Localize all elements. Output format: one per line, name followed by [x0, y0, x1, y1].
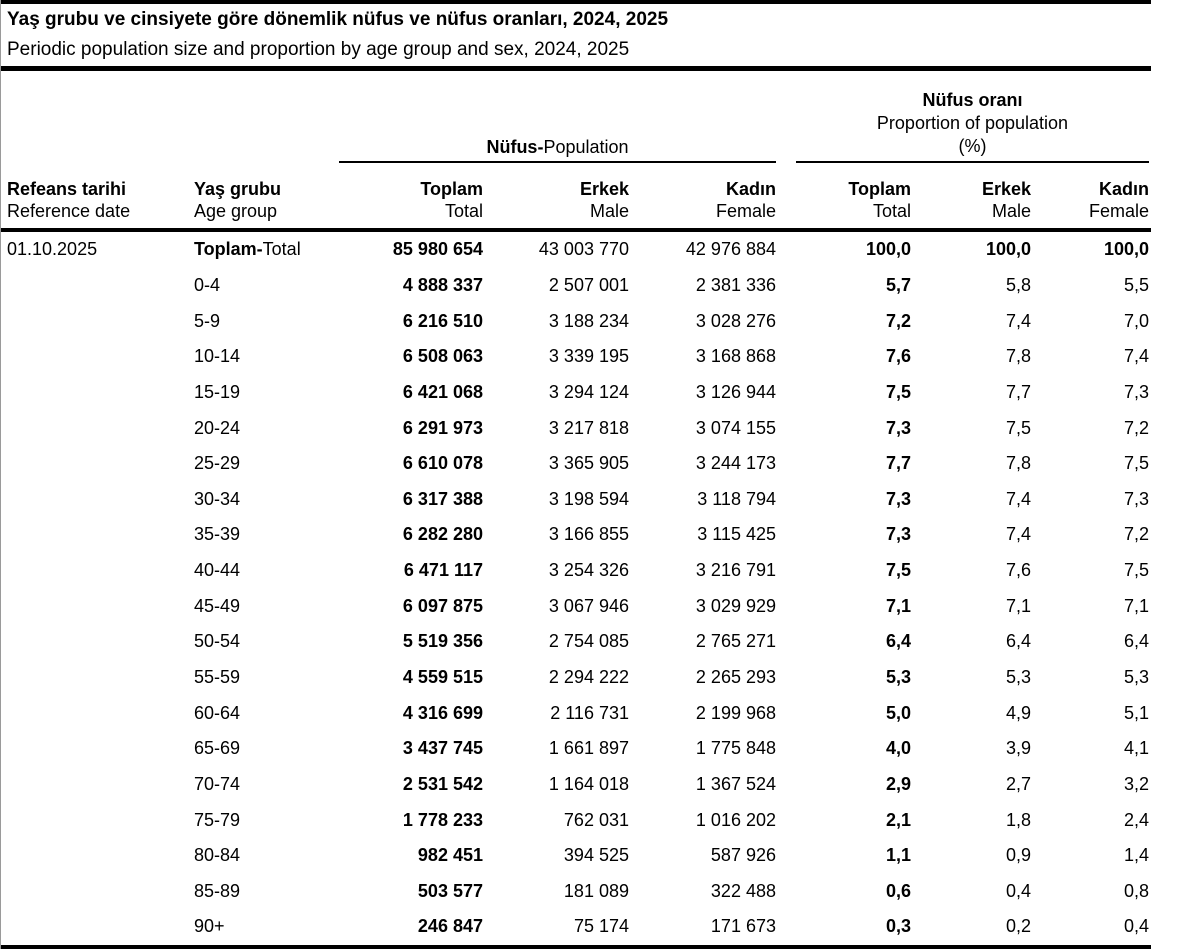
age-group-label: 85-89 — [194, 880, 241, 901]
proportion-total-cell: 7,6 — [885, 346, 911, 367]
proportion-female-cell: 7,5 — [1123, 560, 1149, 581]
population-male-cell: 3 339 195 — [548, 346, 629, 367]
proportion-total-cell: 0,3 — [885, 916, 911, 937]
proportion-total-cell: 6,4 — [885, 631, 911, 652]
bottom-rule — [1, 945, 1151, 949]
proportion-female-cell: 0,8 — [1123, 880, 1149, 901]
proportion-total-cell: 7,3 — [885, 488, 911, 509]
column-header-proportion-female: Kadın Female — [1088, 179, 1149, 221]
proportion-female-cell: 7,5 — [1123, 453, 1149, 474]
age-group-label: 55-59 — [194, 667, 241, 687]
population-male-cell: 1 661 897 — [548, 738, 629, 759]
table-body — [1, 232, 1151, 945]
population-female-cell: 3 029 929 — [695, 595, 776, 616]
population-total-cell: 6 282 280 — [402, 524, 483, 545]
age-group-label: 60-64 — [194, 702, 241, 723]
proportion-female-cell: 7,1 — [1123, 595, 1149, 616]
population-female-cell: 3 118 794 — [697, 488, 776, 509]
population-total-cell: 6 097 875 — [402, 595, 483, 616]
proportion-female-cell: 7,0 — [1123, 310, 1149, 331]
proportion-total-cell: 7,3 — [885, 524, 911, 545]
population-male-cell: 3 294 124 — [548, 381, 629, 402]
population-female-cell: 3 126 944 — [695, 381, 776, 402]
age-group-label: 35-39 — [194, 524, 241, 545]
age-group-label: 15-19 — [194, 381, 241, 402]
population-male-cell: 2 116 731 — [550, 702, 629, 723]
proportion-group-unit: (%) — [958, 136, 987, 156]
population-male-cell: 75 174 — [573, 916, 629, 937]
population-female-cell: 3 074 155 — [695, 417, 776, 438]
age-group-label-bold: Toplam- — [194, 239, 263, 260]
age-group-label: 50-54 — [194, 631, 241, 652]
age-group-label: 0-4 — [194, 274, 221, 295]
population-total-cell: 3 437 745 — [402, 738, 483, 759]
proportion-male-cell: 0,4 — [1005, 880, 1031, 901]
proportion-male-cell: 7,8 — [1005, 346, 1031, 367]
table-row — [1, 446, 1149, 482]
column-header-proportion-male: Erkek Male — [981, 179, 1031, 221]
population-total-cell: 2 531 542 — [402, 773, 483, 794]
table-row — [1, 588, 1149, 624]
population-male-cell: 3 166 855 — [548, 524, 629, 545]
population-male-cell: 43 003 770 — [538, 239, 629, 260]
population-male-cell: 3 254 326 — [548, 560, 629, 581]
column-header-proportion-total: Toplam Total — [848, 179, 911, 221]
population-female-cell: 587 926 — [710, 845, 776, 866]
proportion-male-cell: 4,9 — [1005, 702, 1031, 723]
population-male-cell: 3 188 234 — [548, 310, 629, 331]
age-group-cell — [194, 489, 339, 510]
page-subtitle: Periodic population size and proportion by age group and sex, 2024, 2025 — [7, 39, 630, 60]
table-row — [1, 731, 1149, 767]
proportion-male-cell: 7,4 — [1005, 524, 1031, 545]
age-group-label: 5-9 — [194, 310, 221, 331]
population-female-cell: 1 016 202 — [695, 809, 776, 830]
proportion-male-cell: 6,4 — [1005, 631, 1031, 652]
age-group-cell — [194, 631, 339, 652]
proportion-female-cell: 2,4 — [1123, 809, 1149, 830]
proportion-total-cell: 1,1 — [885, 845, 911, 866]
population-male-cell: 2 507 001 — [548, 274, 629, 295]
age-group-label: 75-79 — [194, 809, 241, 830]
population-female-cell: 3 115 425 — [697, 524, 776, 545]
table-row — [1, 517, 1149, 553]
age-group-label: 10-14 — [194, 346, 241, 367]
age-group-cell — [194, 916, 339, 937]
column-header-row — [1, 163, 1149, 228]
table-row — [1, 909, 1149, 945]
proportion-total-cell: 5,7 — [885, 274, 911, 295]
age-group-label: 40-44 — [194, 560, 241, 581]
age-group-cell — [194, 275, 339, 296]
age-group-cell — [194, 881, 339, 902]
population-total-cell: 6 317 388 — [402, 488, 483, 509]
population-group-label-en: Population — [543, 137, 629, 157]
title-block — [1, 4, 1151, 66]
proportion-male-cell: 1,8 — [1005, 809, 1031, 830]
proportion-total-cell: 0,6 — [885, 880, 911, 901]
population-male-cell: 3 067 946 — [548, 595, 629, 616]
population-total-cell: 4 888 337 — [402, 274, 483, 295]
table-row — [1, 695, 1149, 731]
age-group-label: 20-24 — [194, 417, 241, 438]
column-header-reference-date: Refeans tarihi Reference date — [7, 179, 131, 221]
age-group-cell — [194, 382, 339, 403]
table-row — [1, 303, 1149, 339]
table-row — [1, 660, 1149, 696]
proportion-female-cell: 7,3 — [1123, 488, 1149, 509]
population-male-cell: 3 198 594 — [548, 488, 629, 509]
proportion-total-cell: 5,0 — [885, 702, 911, 723]
population-group-header — [339, 137, 776, 163]
proportion-male-cell: 3,9 — [1005, 738, 1031, 759]
population-total-cell: 4 559 515 — [402, 667, 483, 687]
column-header-population-male: Erkek Male — [579, 179, 629, 221]
table-row — [1, 481, 1149, 517]
table-row — [1, 838, 1149, 874]
proportion-male-cell: 7,4 — [1005, 310, 1031, 331]
proportion-total-cell: 100,0 — [865, 239, 911, 260]
proportion-female-cell: 7,2 — [1123, 524, 1149, 545]
age-group-cell — [194, 810, 339, 831]
age-group-cell — [194, 418, 339, 439]
age-group-cell — [194, 524, 339, 545]
proportion-male-cell: 7,1 — [1005, 595, 1031, 616]
population-total-cell: 6 421 068 — [402, 381, 483, 402]
population-total-cell: 246 847 — [417, 916, 483, 937]
age-group-label: 45-49 — [194, 595, 241, 616]
population-total-cell: 982 451 — [417, 845, 483, 866]
column-header-age-group: Yaş grubu Age group — [194, 179, 282, 221]
population-female-cell: 171 673 — [710, 916, 776, 937]
proportion-male-cell: 7,4 — [1005, 488, 1031, 509]
proportion-male-cell: 7,6 — [1005, 560, 1031, 581]
proportion-total-cell: 7,5 — [885, 560, 911, 581]
age-group-cell — [194, 845, 339, 866]
proportion-female-cell: 3,2 — [1123, 773, 1149, 794]
age-group-label: 80-84 — [194, 845, 241, 866]
age-group-cell — [194, 239, 339, 260]
population-female-cell: 2 381 336 — [695, 274, 776, 295]
proportion-female-cell: 5,1 — [1123, 702, 1149, 723]
proportion-female-cell: 7,2 — [1123, 417, 1149, 438]
age-group-label: 65-69 — [194, 738, 241, 759]
population-female-cell: 3 168 868 — [695, 346, 776, 367]
proportion-female-cell: 1,4 — [1123, 845, 1149, 866]
population-male-cell: 3 365 905 — [548, 453, 629, 474]
proportion-total-cell: 7,5 — [885, 381, 911, 402]
population-male-cell: 762 031 — [563, 809, 629, 830]
population-total-cell: 6 291 973 — [402, 417, 483, 438]
group-header-row — [1, 71, 1149, 163]
proportion-female-cell: 7,3 — [1123, 381, 1149, 402]
population-female-cell: 1 367 524 — [695, 773, 776, 794]
proportion-female-cell: 4,1 — [1123, 738, 1149, 759]
proportion-female-cell: 6,4 — [1123, 631, 1149, 652]
reference-date-cell: 01.10.2025 — [7, 239, 98, 260]
proportion-male-cell: 5,8 — [1005, 274, 1031, 295]
age-group-cell — [194, 346, 339, 367]
population-total-cell: 85 980 654 — [392, 239, 483, 260]
proportion-total-cell: 5,3 — [885, 667, 911, 687]
age-group-label: 90+ — [194, 916, 225, 937]
proportion-total-cell: 2,9 — [885, 773, 911, 794]
age-group-cell — [194, 667, 339, 688]
proportion-male-cell: 7,5 — [1005, 417, 1031, 438]
proportion-male-cell: 2,7 — [1005, 773, 1031, 794]
page-title: Yaş grubu ve cinsiyete göre dönemlik nüfus ve nüfus oranları, 2024, 2025 — [7, 9, 669, 30]
proportion-group-header — [796, 89, 1149, 163]
age-group-cell — [194, 311, 339, 332]
age-group-label: 25-29 — [194, 453, 241, 474]
population-male-cell: 2 754 085 — [548, 631, 629, 652]
proportion-total-cell: 7,7 — [885, 453, 911, 474]
proportion-female-cell: 100,0 — [1103, 239, 1149, 260]
population-total-cell: 1 778 233 — [402, 809, 483, 830]
age-group-cell — [194, 703, 339, 724]
proportion-male-cell: 7,7 — [1005, 381, 1031, 402]
population-female-cell: 2 265 293 — [695, 667, 776, 687]
proportion-total-cell: 4,0 — [885, 738, 911, 759]
age-group-label: 70-74 — [194, 773, 241, 794]
population-female-cell: 3 216 791 — [695, 560, 776, 581]
age-group-cell — [194, 774, 339, 795]
proportion-female-cell: 5,5 — [1123, 274, 1149, 295]
proportion-total-cell: 7,1 — [885, 595, 911, 616]
population-male-cell: 2 294 222 — [548, 667, 629, 687]
proportion-female-cell: 7,4 — [1123, 346, 1149, 367]
population-female-cell: 2 765 271 — [695, 631, 776, 652]
proportion-total-cell: 7,3 — [885, 417, 911, 438]
proportion-total-cell: 7,2 — [885, 310, 911, 331]
population-female-cell: 3 028 276 — [695, 310, 776, 331]
proportion-total-cell: 2,1 — [885, 809, 911, 830]
population-female-cell: 3 244 173 — [695, 453, 776, 474]
column-header-population-total: Toplam Total — [420, 179, 483, 221]
age-group-cell — [194, 738, 339, 759]
population-total-cell: 6 508 063 — [402, 346, 483, 367]
proportion-male-cell: 0,2 — [1005, 916, 1031, 937]
population-male-cell: 181 089 — [563, 880, 629, 901]
proportion-male-cell: 100,0 — [985, 239, 1031, 260]
population-total-cell: 6 471 117 — [403, 560, 483, 581]
table-row — [1, 410, 1149, 446]
table-row — [1, 232, 1149, 268]
table-row — [1, 375, 1149, 411]
age-group-label: 30-34 — [194, 488, 241, 509]
population-female-cell: 322 488 — [710, 880, 776, 901]
table-row — [1, 553, 1149, 589]
population-total-cell: 6 216 510 — [402, 310, 483, 331]
proportion-male-cell: 5,3 — [1005, 667, 1031, 687]
age-group-label: Total — [262, 239, 301, 260]
population-total-cell: 4 316 699 — [402, 702, 483, 723]
population-male-cell: 1 164 018 — [548, 773, 629, 794]
age-group-cell — [194, 596, 339, 617]
age-group-cell — [194, 453, 339, 474]
population-male-cell: 394 525 — [563, 845, 629, 866]
proportion-female-cell: 5,3 — [1123, 667, 1149, 687]
population-female-cell: 1 775 848 — [695, 738, 776, 759]
proportion-group-label-tr: Nüfus oranı — [922, 90, 1023, 110]
proportion-male-cell: 7,8 — [1005, 453, 1031, 474]
column-header-population-female: Kadın Female — [715, 179, 776, 221]
proportion-female-cell: 0,4 — [1123, 916, 1149, 937]
table-row — [1, 624, 1149, 660]
population-male-cell: 3 217 818 — [548, 417, 629, 438]
age-group-cell — [194, 560, 339, 581]
table-row — [1, 874, 1149, 910]
table-row — [1, 767, 1149, 803]
proportion-group-label-en: Proportion of population — [876, 113, 1069, 133]
population-female-cell: 2 199 968 — [695, 702, 776, 723]
population-female-cell: 42 976 884 — [685, 239, 776, 260]
population-group-label-tr: Nüfus- — [486, 137, 544, 157]
population-total-cell: 5 519 356 — [402, 631, 483, 652]
table-row — [1, 339, 1149, 375]
table-row — [1, 802, 1149, 838]
population-total-cell: 503 577 — [417, 880, 483, 901]
population-total-cell: 6 610 078 — [402, 453, 483, 474]
proportion-male-cell: 0,9 — [1005, 845, 1031, 866]
table-row — [1, 268, 1149, 304]
